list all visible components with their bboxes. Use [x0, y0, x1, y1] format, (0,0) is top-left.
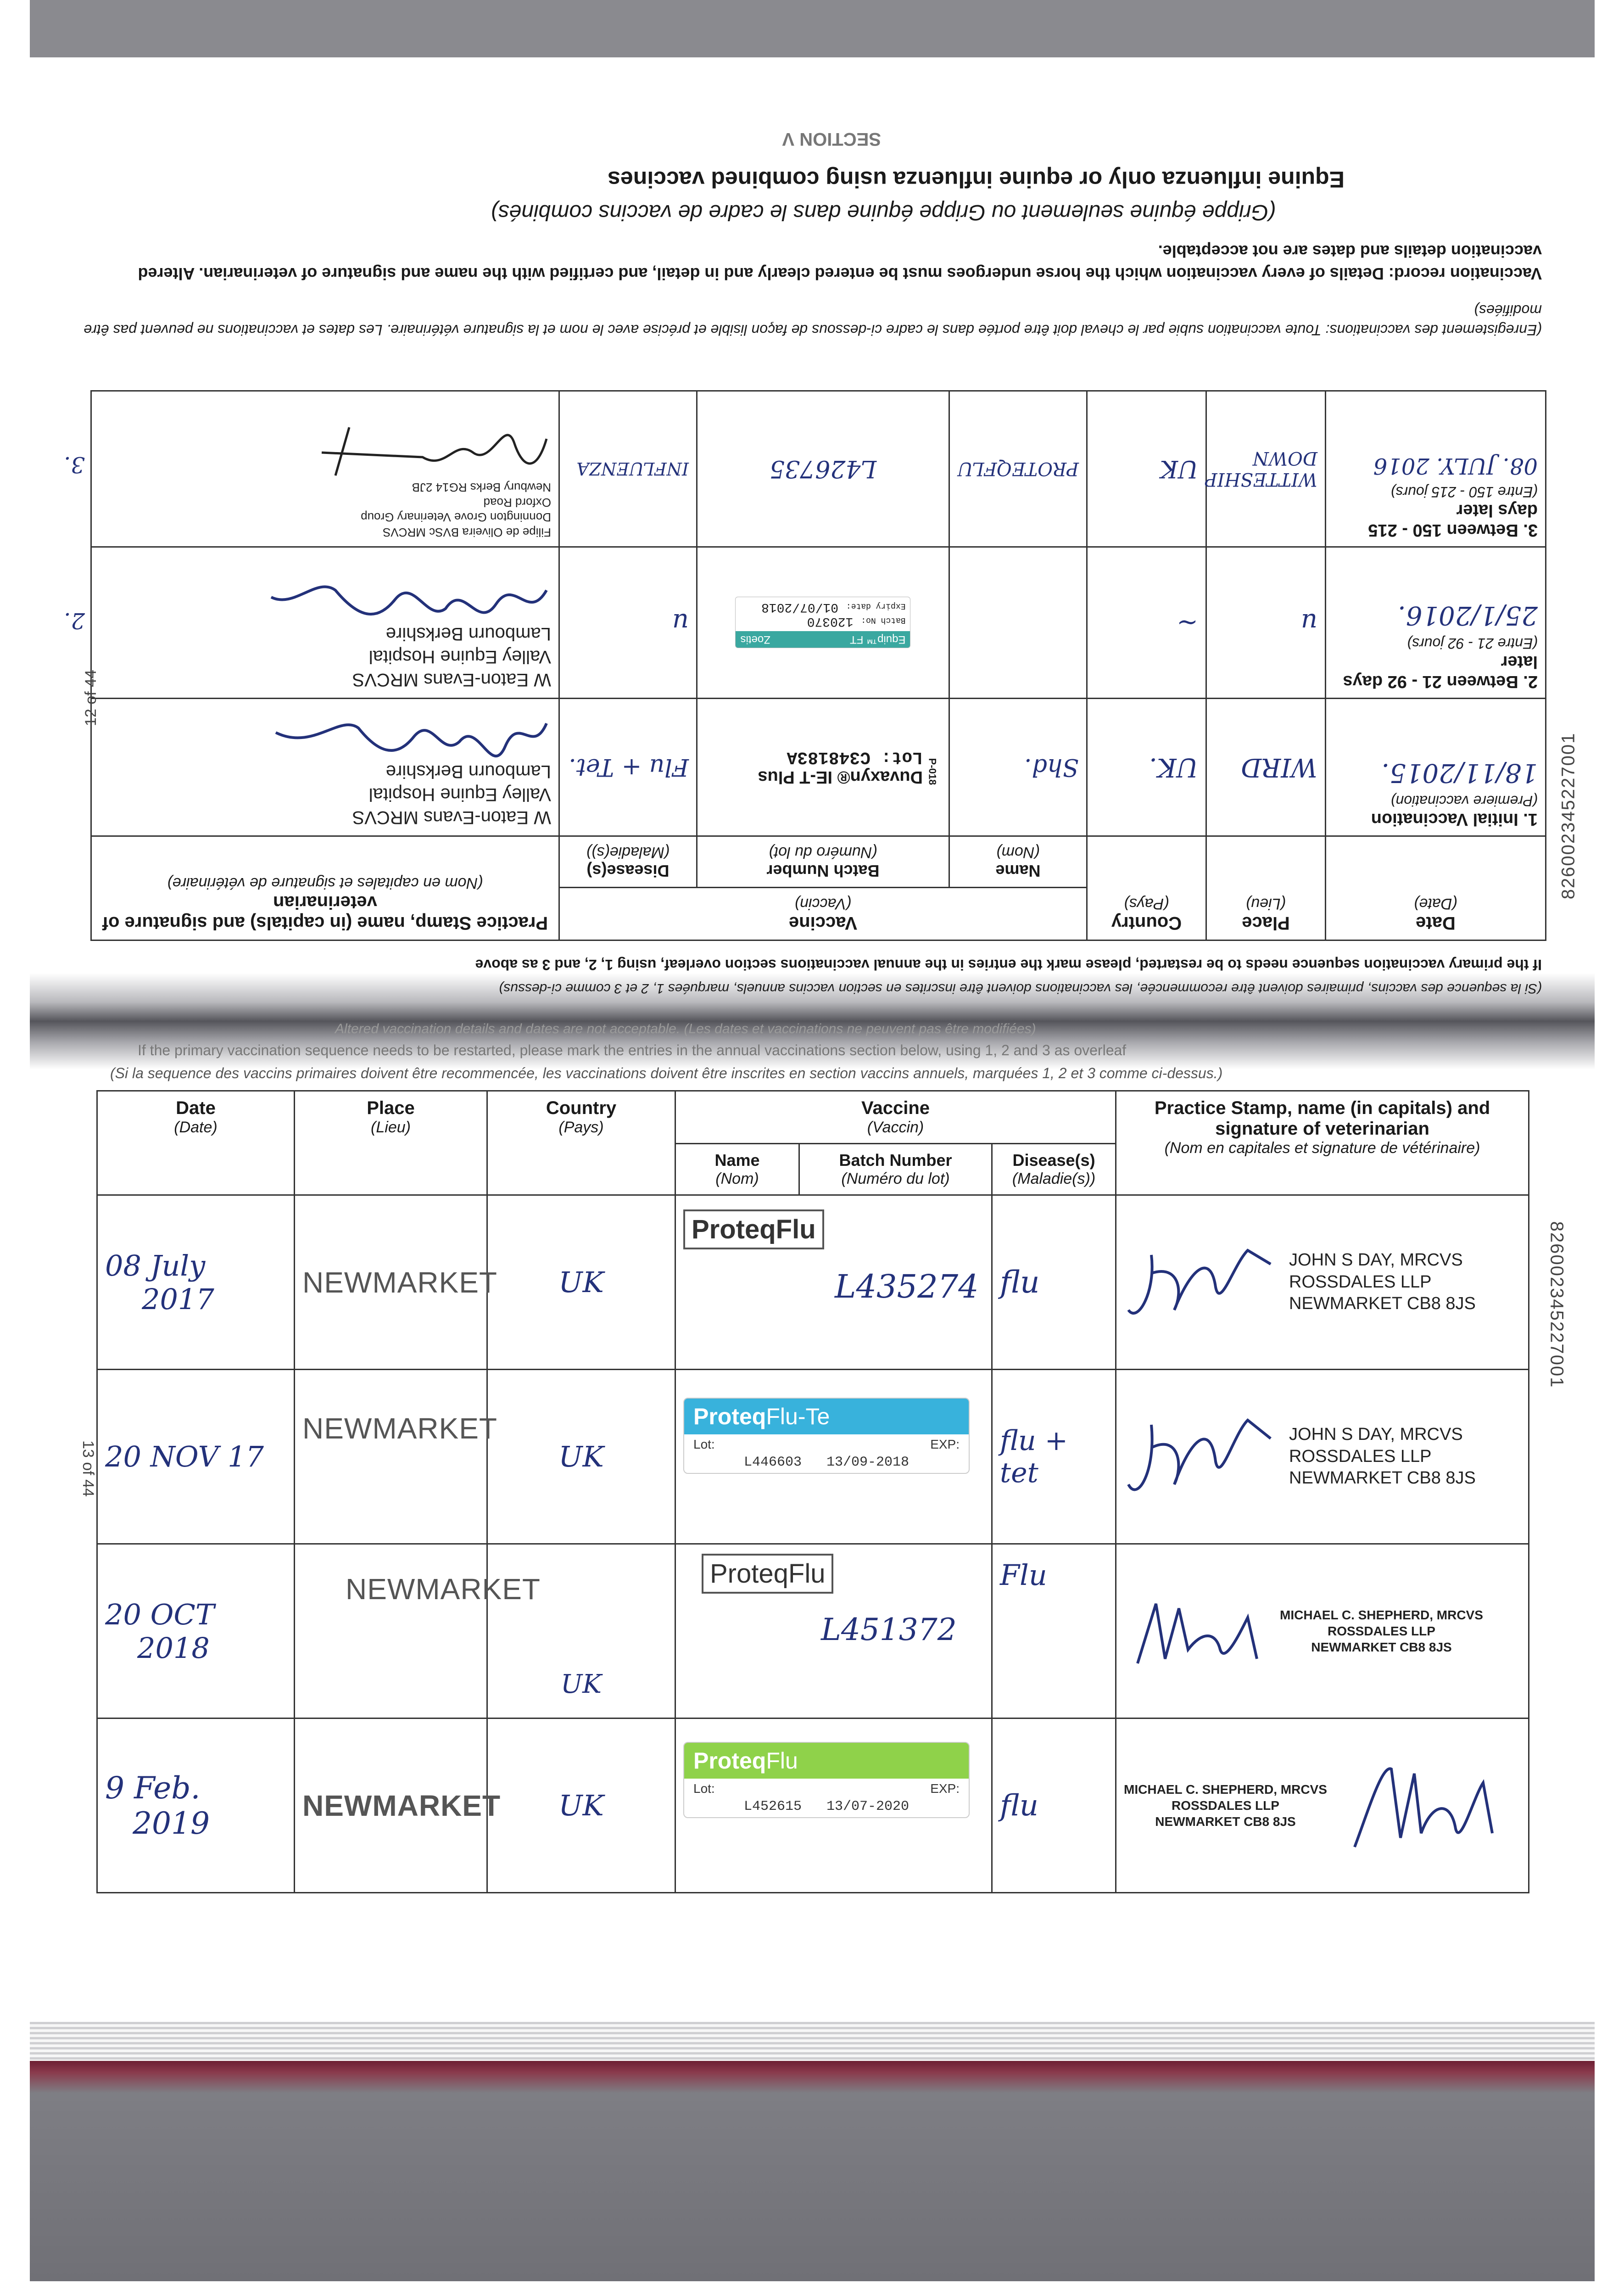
side-code: 826002345227001: [1558, 732, 1579, 900]
stamp-line: JOHN S DAY, MRCVS: [1289, 1425, 1463, 1444]
restart-note-en: If the primary vaccination sequence needs to be restarted, please mark the entries in the annual vaccinations section below, using 1, 2 and 3 as overleaf: [138, 1042, 1127, 1058]
equip-product: Equip™ FT: [850, 633, 906, 646]
stamp-line: Valley Equine Hospital: [368, 784, 551, 805]
section-heading-fr: (Grippe équine seulement ou Grippe équine dans le cadre de vaccins combinés): [491, 200, 1276, 224]
side-code: 826002345227001: [1546, 1221, 1567, 1388]
vaccination-date-line2: 2018: [137, 1631, 210, 1665]
vaccine-name-cell: [675, 1544, 992, 1718]
header-disease: Disease(s) (Maladie(s)): [559, 836, 697, 888]
batch-label-sticker: [736, 597, 911, 649]
margin-number: 2.: [64, 608, 85, 633]
practice-stamp-cell: [1116, 1195, 1529, 1370]
vaccine-name-cell: [675, 1718, 992, 1893]
vaccination-country: UK: [487, 1544, 675, 1718]
stamp-line: NEWMARKET CB8 8JS: [1155, 1814, 1296, 1829]
vaccine-name-cell: [675, 1370, 992, 1544]
restart-note-en: If the primary vaccination sequence needs to be restarted, please mark the entries in the annual vaccinations section overleaf, using 1, 2, and 3 as above: [475, 957, 1542, 973]
vaccination-country: UK.: [1087, 699, 1206, 836]
vet-signature: [1345, 1755, 1497, 1856]
batch-number: L451372: [821, 1612, 957, 1647]
vaccination-place: WITTESHIP DOWN: [1206, 391, 1326, 547]
lot-number: L452615: [743, 1799, 802, 1814]
row-label-sub: (Entre 150 - 215 jours): [1390, 484, 1538, 500]
page-stack-edge: [30, 2022, 1595, 2061]
stamp-line: W Eaton-Evans MRCVS: [352, 807, 551, 828]
stamp-line: MICHAEL C. SHEPHERD, MRCVS: [1280, 1608, 1483, 1622]
section-heading-en: Equine influenza only or equine influenza using combined vaccines: [608, 167, 1345, 192]
header-place: Place (Lieu): [1206, 836, 1326, 940]
proteq-suffix: Flu-Te: [766, 1404, 830, 1429]
expiry-date: 13/07-2020: [826, 1799, 910, 1814]
practice-stamp-cell: [91, 391, 559, 547]
header-vaccine: Vaccine (Vaccin): [559, 888, 1087, 940]
batch-number: L435274: [835, 1268, 979, 1305]
stamp-line: ROSSDALES LLP: [1289, 1272, 1432, 1292]
header-practice-stamp: Practice Stamp, name (in capitals) and signature of veterinarian (Nom en capitales et signature de vétérinaire): [91, 836, 559, 940]
header-date: Date (Date): [97, 1091, 295, 1195]
vaccination-record-fr: (Enregistement des vaccinations: Toute vaccination subie par le cheval doit être portée dans le cadre ci-dessous de façon lisible et précise avec le nom et la signature vétérinaire. Les dates et vaccinations ne peuvent pas être modifiées): [84, 302, 1542, 338]
vaccine-disease: Flu + Tet.: [559, 699, 697, 836]
exp-label: EXP:: [930, 1437, 960, 1451]
stamp-line: Lambourn Berkshire: [385, 761, 551, 782]
stamp-line: NEWMARKET CB8 8JS: [1311, 1640, 1452, 1654]
stamp-line: ROSSDALES LLP: [1289, 1446, 1432, 1466]
proteq-brand: Proteq: [693, 1404, 766, 1429]
page-12-upside-down: [64, 78, 1579, 996]
table-row: [97, 1544, 1529, 1718]
stamp-line: Newbury Berks RG14 2JB: [412, 481, 551, 495]
vaccination-date: 18/11/2015.: [1381, 758, 1538, 788]
page13-vaccination-table: [96, 1090, 1529, 1893]
proteqflu-stamp: ProteqFlu: [702, 1554, 833, 1594]
vaccination-place: NEWMARKET: [295, 1718, 487, 1893]
batch-label-lot: Lot: C348183A: [787, 747, 923, 767]
vaccination-date-line1: 9 Feb.: [105, 1770, 201, 1806]
header-date: Date (Date): [1326, 836, 1546, 940]
batch-number-cell: [697, 699, 949, 836]
lot-label: Lot:: [693, 1437, 715, 1451]
table-row: [97, 1195, 1529, 1370]
equip-label-body: [736, 598, 910, 632]
proteq-label-band: [684, 1743, 969, 1779]
lot-number: L446603: [743, 1455, 802, 1470]
page12-vaccination-table: [90, 390, 1546, 941]
batch-no: 120370: [807, 614, 854, 629]
practice-stamp-cell: [91, 547, 559, 699]
stamp-line: ROSSDALES LLP: [1172, 1798, 1279, 1813]
practice-stamp-cell: [1116, 1718, 1529, 1893]
stamp-line: ROSSDALES LLP: [1328, 1624, 1435, 1638]
stamp-line: NEWMARKET CB8 8JS: [1289, 1294, 1476, 1314]
vaccine-disease: flu: [992, 1718, 1116, 1893]
practice-stamp-cell: [1116, 1544, 1529, 1718]
vaccination-place: NEWMARKET: [295, 1195, 487, 1370]
vaccination-country: UK: [487, 1718, 675, 1893]
batch-number: L426735: [697, 391, 949, 547]
practice-stamp-cell: [91, 699, 559, 836]
row-date-cell: [1326, 699, 1546, 836]
header-name: Name (Nom): [675, 1144, 799, 1195]
batch-no-label: Batch No:: [861, 616, 906, 625]
vaccination-date-line2: 2019: [133, 1805, 210, 1841]
header-place: Place (Lieu): [295, 1091, 487, 1195]
table-row: [91, 699, 1546, 836]
proteq-flu-label: [683, 1742, 970, 1818]
header-vaccine: Vaccine (Vaccin): [675, 1091, 1116, 1144]
vet-signature: [1124, 1590, 1261, 1673]
vaccine-name: [949, 547, 1087, 699]
row-date-cell: [1326, 547, 1546, 699]
date-cell: [97, 1718, 295, 1893]
proteq-label-band: [684, 1399, 969, 1434]
header-disease: Disease(s) (Maladie(s)): [992, 1144, 1116, 1195]
expiry-label: Expiry date:: [846, 601, 906, 611]
page-number: 13 of 44: [79, 1440, 97, 1497]
date-cell: [97, 1370, 295, 1544]
date-cell: [97, 1544, 295, 1718]
stamp-line: Filipe de Oliveira BVSc MRCVS: [382, 526, 551, 539]
header-country: Country (Pays): [487, 1091, 675, 1195]
table-row: [91, 547, 1546, 699]
vaccination-date-line2: 2017: [142, 1282, 214, 1316]
batch-label-sticker: [705, 748, 941, 787]
restart-note-fr: (Si la sequence des vaccins, primaires doivent être recommencée, les vaccinations doivent être inscrites en section vaccins annuels, marquées 1, 2 et 3 comme ci-dessus): [499, 981, 1542, 996]
vaccine-name: Shd.: [949, 699, 1087, 836]
stamp-line: JOHN S DAY, MRCVS: [1289, 1250, 1463, 1270]
vaccine-disease: INFLUENZA: [559, 391, 697, 547]
header-batch: Batch Number (Numéro du lot): [697, 836, 949, 888]
vaccination-place: u: [1206, 547, 1326, 699]
stamp-line: Valley Equine Hospital: [368, 647, 551, 667]
vaccine-disease: Flu: [992, 1544, 1116, 1718]
equip-label-band: [736, 632, 910, 648]
vet-signature: [313, 425, 551, 480]
batch-sticker-side-code: P-018: [926, 758, 938, 785]
row-label-sub: (Premiere vaccination): [1390, 793, 1538, 809]
row-label-sub: (Entre 21 - 92 jours): [1407, 635, 1538, 652]
row-label: 3. Between 150 - 215 days later: [1368, 501, 1538, 540]
row-label: 1. Initial Vaccination: [1371, 810, 1538, 829]
batch-number-cell: [697, 547, 949, 699]
header-country: Country (Pays): [1087, 836, 1206, 940]
vaccination-country: UK: [1087, 391, 1206, 547]
stamp-line: W Eaton-Evans MRCVS: [352, 670, 551, 690]
scan-top-edge: [30, 0, 1595, 57]
vaccine-name: PROTEQFLU: [949, 391, 1087, 547]
vaccine-name-cell: [675, 1195, 992, 1370]
scan-bottom-edge: [30, 2061, 1595, 2281]
stamp-line: Donnington Grove Veterinary Group: [361, 510, 551, 525]
vaccination-date-line1: 20 OCT: [105, 1597, 215, 1631]
vet-signature: [267, 572, 551, 622]
vaccine-disease: flu: [992, 1195, 1116, 1370]
proteq-brand: Proteq: [693, 1748, 766, 1774]
proteq-label-body: [684, 1779, 969, 1817]
vaccination-date: 25/1/2016.: [1398, 600, 1538, 630]
vaccination-country: UK: [487, 1370, 675, 1544]
margin-number: 3.: [64, 452, 85, 477]
vaccination-place: NEWMARKET: [295, 1370, 487, 1544]
stamp-line: Lambourn Berkshire: [385, 624, 551, 644]
section-title: SECTION V: [782, 129, 881, 149]
vet-signature: [1124, 1406, 1275, 1507]
vet-signature: [1124, 1237, 1275, 1328]
practice-stamp-cell: [1116, 1370, 1529, 1544]
vet-signature: [267, 710, 551, 760]
header-practice-stamp: Practice Stamp, name (in capitals) and signature of veterinarian (Nom en capitales et signature de vétérinaire): [1116, 1091, 1529, 1195]
vaccination-record-en: Vaccination record: Details of every vaccination which the horse undergoes must be entered clearly and in detail, and certified with the name and signature of veterinarian. Altered vaccination details and dates are not acceptable.: [138, 242, 1542, 283]
proteq-flu-te-label: [683, 1398, 970, 1474]
altered-note: Altered vaccination details and dates are not acceptable. (Les dates et vaccinations ne peuvent pas être modifiées): [335, 1021, 1036, 1036]
equip-brand: Zoetis: [740, 633, 770, 646]
exp-label: EXP:: [930, 1781, 960, 1796]
expiry-date: 13/09-2018: [826, 1455, 910, 1470]
vaccination-date: 08. JULY. 2016: [1373, 453, 1538, 479]
date-cell: [97, 1195, 295, 1370]
header-name: Name (Nom): [949, 836, 1087, 888]
table-row: [91, 391, 1546, 547]
batch-expiry: 01/07/2018: [761, 600, 839, 615]
table-row: [97, 1370, 1529, 1544]
vaccine-disease: flu + tet: [992, 1370, 1116, 1544]
proteq-label-body: [684, 1434, 969, 1473]
restart-note-fr: (Si la sequence des vaccins primaires doivent être recommencée, les vaccinations doivent être inscrites en section vaccins annuels, marquées 1, 2 et 3 comme ci-dessus.): [110, 1065, 1223, 1081]
proteq-suffix: Flu: [766, 1748, 798, 1774]
header-batch: Batch Number (Numéro du lot): [799, 1144, 992, 1195]
batch-label-product: Duvaxyn® IE-T Plus: [758, 767, 923, 787]
vaccination-place: WIRD: [1206, 699, 1326, 836]
vaccination-country: UK: [487, 1195, 675, 1370]
page-13: [69, 1021, 1567, 2015]
stamp-line: MICHAEL C. SHEPHERD, MRCVS: [1124, 1782, 1327, 1797]
table-row: [97, 1718, 1529, 1893]
stamp-line: NEWMARKET CB8 8JS: [1289, 1468, 1476, 1488]
vaccination-place: NEWMARKET: [295, 1544, 487, 1718]
page-number: 12 of 44: [82, 670, 100, 726]
row-date-cell: [1326, 391, 1546, 547]
vaccination-date-line1: 20 NOV 17: [105, 1440, 264, 1473]
stamp-line: Oxford Road: [483, 496, 551, 509]
proteqflu-stamp: ProteqFlu: [683, 1209, 824, 1249]
lot-label: Lot:: [693, 1781, 715, 1796]
vaccination-date-line1: 08 July: [105, 1248, 206, 1282]
vaccination-country: ~: [1087, 547, 1206, 699]
row-label: 2. Between 21 - 92 days later: [1343, 652, 1538, 691]
vaccine-disease: u: [559, 547, 697, 699]
